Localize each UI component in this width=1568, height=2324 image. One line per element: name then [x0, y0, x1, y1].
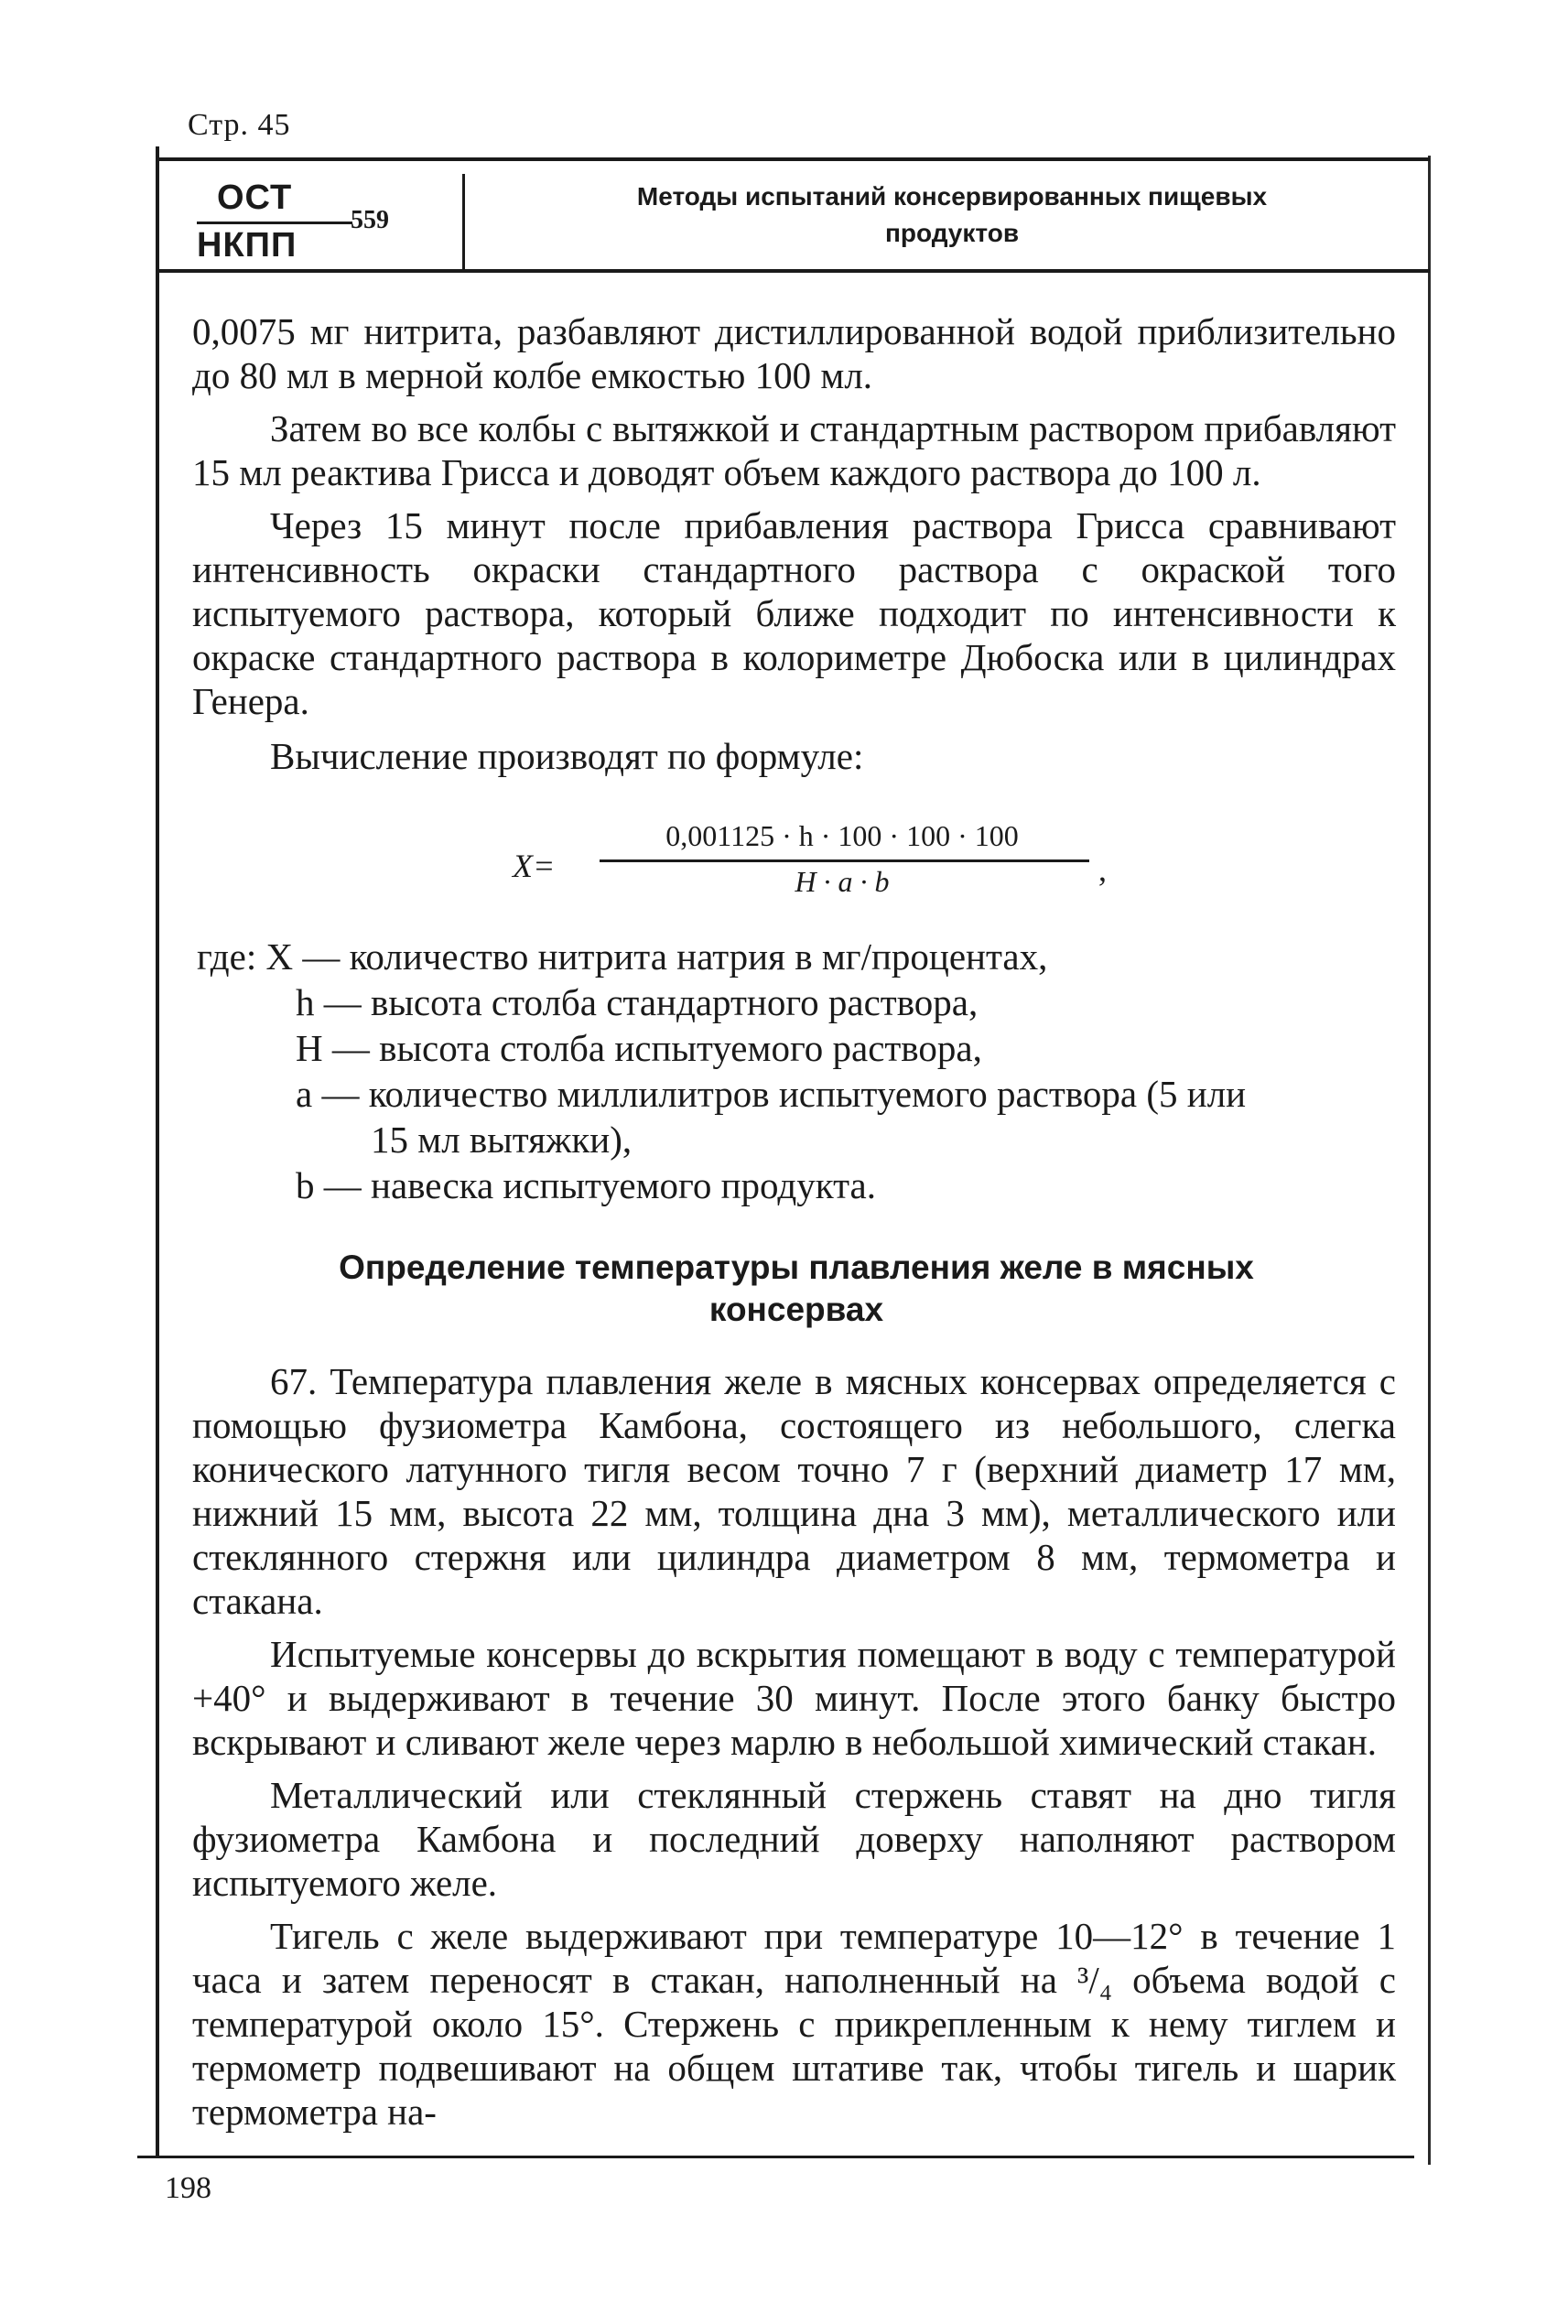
- paragraph-continuation: 0,0075 мг нитрита, разбавляют дистиллированной водой приблизительно до 80 мл в мерной колбе емкостью 100 мл.: [192, 310, 1396, 396]
- standard-fraction-line: [197, 222, 352, 224]
- legend-row: h — высота столба стандартного раствора,: [296, 981, 979, 1023]
- legend-row: b — навеска испытуемого продукта.: [296, 1164, 876, 1206]
- formula-lhs: X=: [513, 848, 556, 884]
- formula: [513, 819, 1117, 902]
- paragraph-filling: Металлический или стеклянный стержень ставят на дно тигля фузиометра Камбона и последний доверху наполняют раствором испытуемого желе.: [192, 1774, 1396, 1904]
- section-title: [192, 1247, 1400, 1331]
- footer-page-number: 198: [165, 2171, 211, 2205]
- standard-top: ОСТ: [217, 178, 293, 217]
- header-divider: [462, 174, 465, 270]
- formula-numerator: 0,001125 · h · 100 · 100 · 100: [665, 819, 1019, 852]
- footer-rule: [137, 2156, 1414, 2158]
- header-title: [513, 178, 1391, 252]
- header-title-line1: Методы испытаний консервированных пищевых: [636, 182, 1268, 211]
- section-title-line1: Определение температуры плавления желе в мясных: [339, 1248, 1254, 1286]
- paragraph-comparison: Через 15 минут после прибавления раствора Грисса сравнивают интенсивность окраски стандартного раствора с окраской того испытуемого раствора, который ближе подходит по интенсивности к окраске стандартного раствора в колориметре Дюбоска или в цилиндрах Генера.: [192, 504, 1396, 722]
- body-top: [192, 309, 1396, 778]
- header-bottom-rule: [156, 269, 1430, 273]
- standard-designation: [197, 178, 389, 265]
- formula-denominator: H · a · b: [795, 865, 890, 898]
- formula-legend: [197, 934, 1414, 1208]
- header-top-rule: [156, 157, 1430, 161]
- legend-row: где: X — количество нитрита натрия в мг/процентах,: [197, 935, 1048, 978]
- legend-row: H — высота столба испытуемого раствора,: [296, 1027, 982, 1069]
- section-title-line2: консервах: [708, 1291, 884, 1328]
- formula-fraction-bar: [600, 859, 1089, 862]
- paragraph-preparation: Испытуемые консервы до вскрытия помещают в воду с температурой +40° и выдерживают в течение 30 минут. После этого банку быстро вскрывают и сливают желе через марлю в небольшой химический стакан.: [192, 1633, 1396, 1763]
- body-bottom: [192, 1359, 1396, 2134]
- formula-comma: ,: [1098, 851, 1107, 888]
- frame-left-border: [156, 146, 159, 2156]
- paragraph-calculation-intro: Вычисление производят по формуле:: [270, 735, 864, 777]
- legend-row: 15 мл вытяжки),: [371, 1119, 633, 1161]
- frame-right-border: [1428, 156, 1431, 2165]
- header-title-line2: продуктов: [884, 219, 1020, 247]
- paragraph-fusiometer: 67. Температура плавления желе в мясных консервах определяется с помощью фузиометра Камбона, состоящего из небольшого, слегка конического латунного тигля весом точно 7 г (верхний диаметр 17 мм, нижний 15 мм, высота 22 мм, толщина дна 3 мм), металлического или стеклянного стержня или цилиндра диаметром 8 мм, термометра и стакана.: [192, 1360, 1396, 1622]
- legend-row: a — количество миллилитров испытуемого раствора (5 или: [296, 1073, 1247, 1115]
- paragraph-holding: Тигель с желе выдерживают при температуре 10—12° в течение 1 часа и затем переносят в стакан, наполненный на ³/₄ объема водой с температурой около 15°. Стержень с прикрепленным к нему тиглем и термометр подвешивают на общем штативе так, чтобы тигель и шарик термометра на-: [192, 1915, 1396, 2133]
- standard-bottom: НКПП: [197, 226, 297, 265]
- page-label: Стр. 45: [188, 108, 291, 142]
- standard-number: 559: [351, 206, 389, 234]
- paragraph-griss-reagent: Затем во все колбы с вытяжкой и стандартным раствором прибавляют 15 мл реактива Грисса и доводят объем каждого раствора до 100 л.: [192, 407, 1396, 493]
